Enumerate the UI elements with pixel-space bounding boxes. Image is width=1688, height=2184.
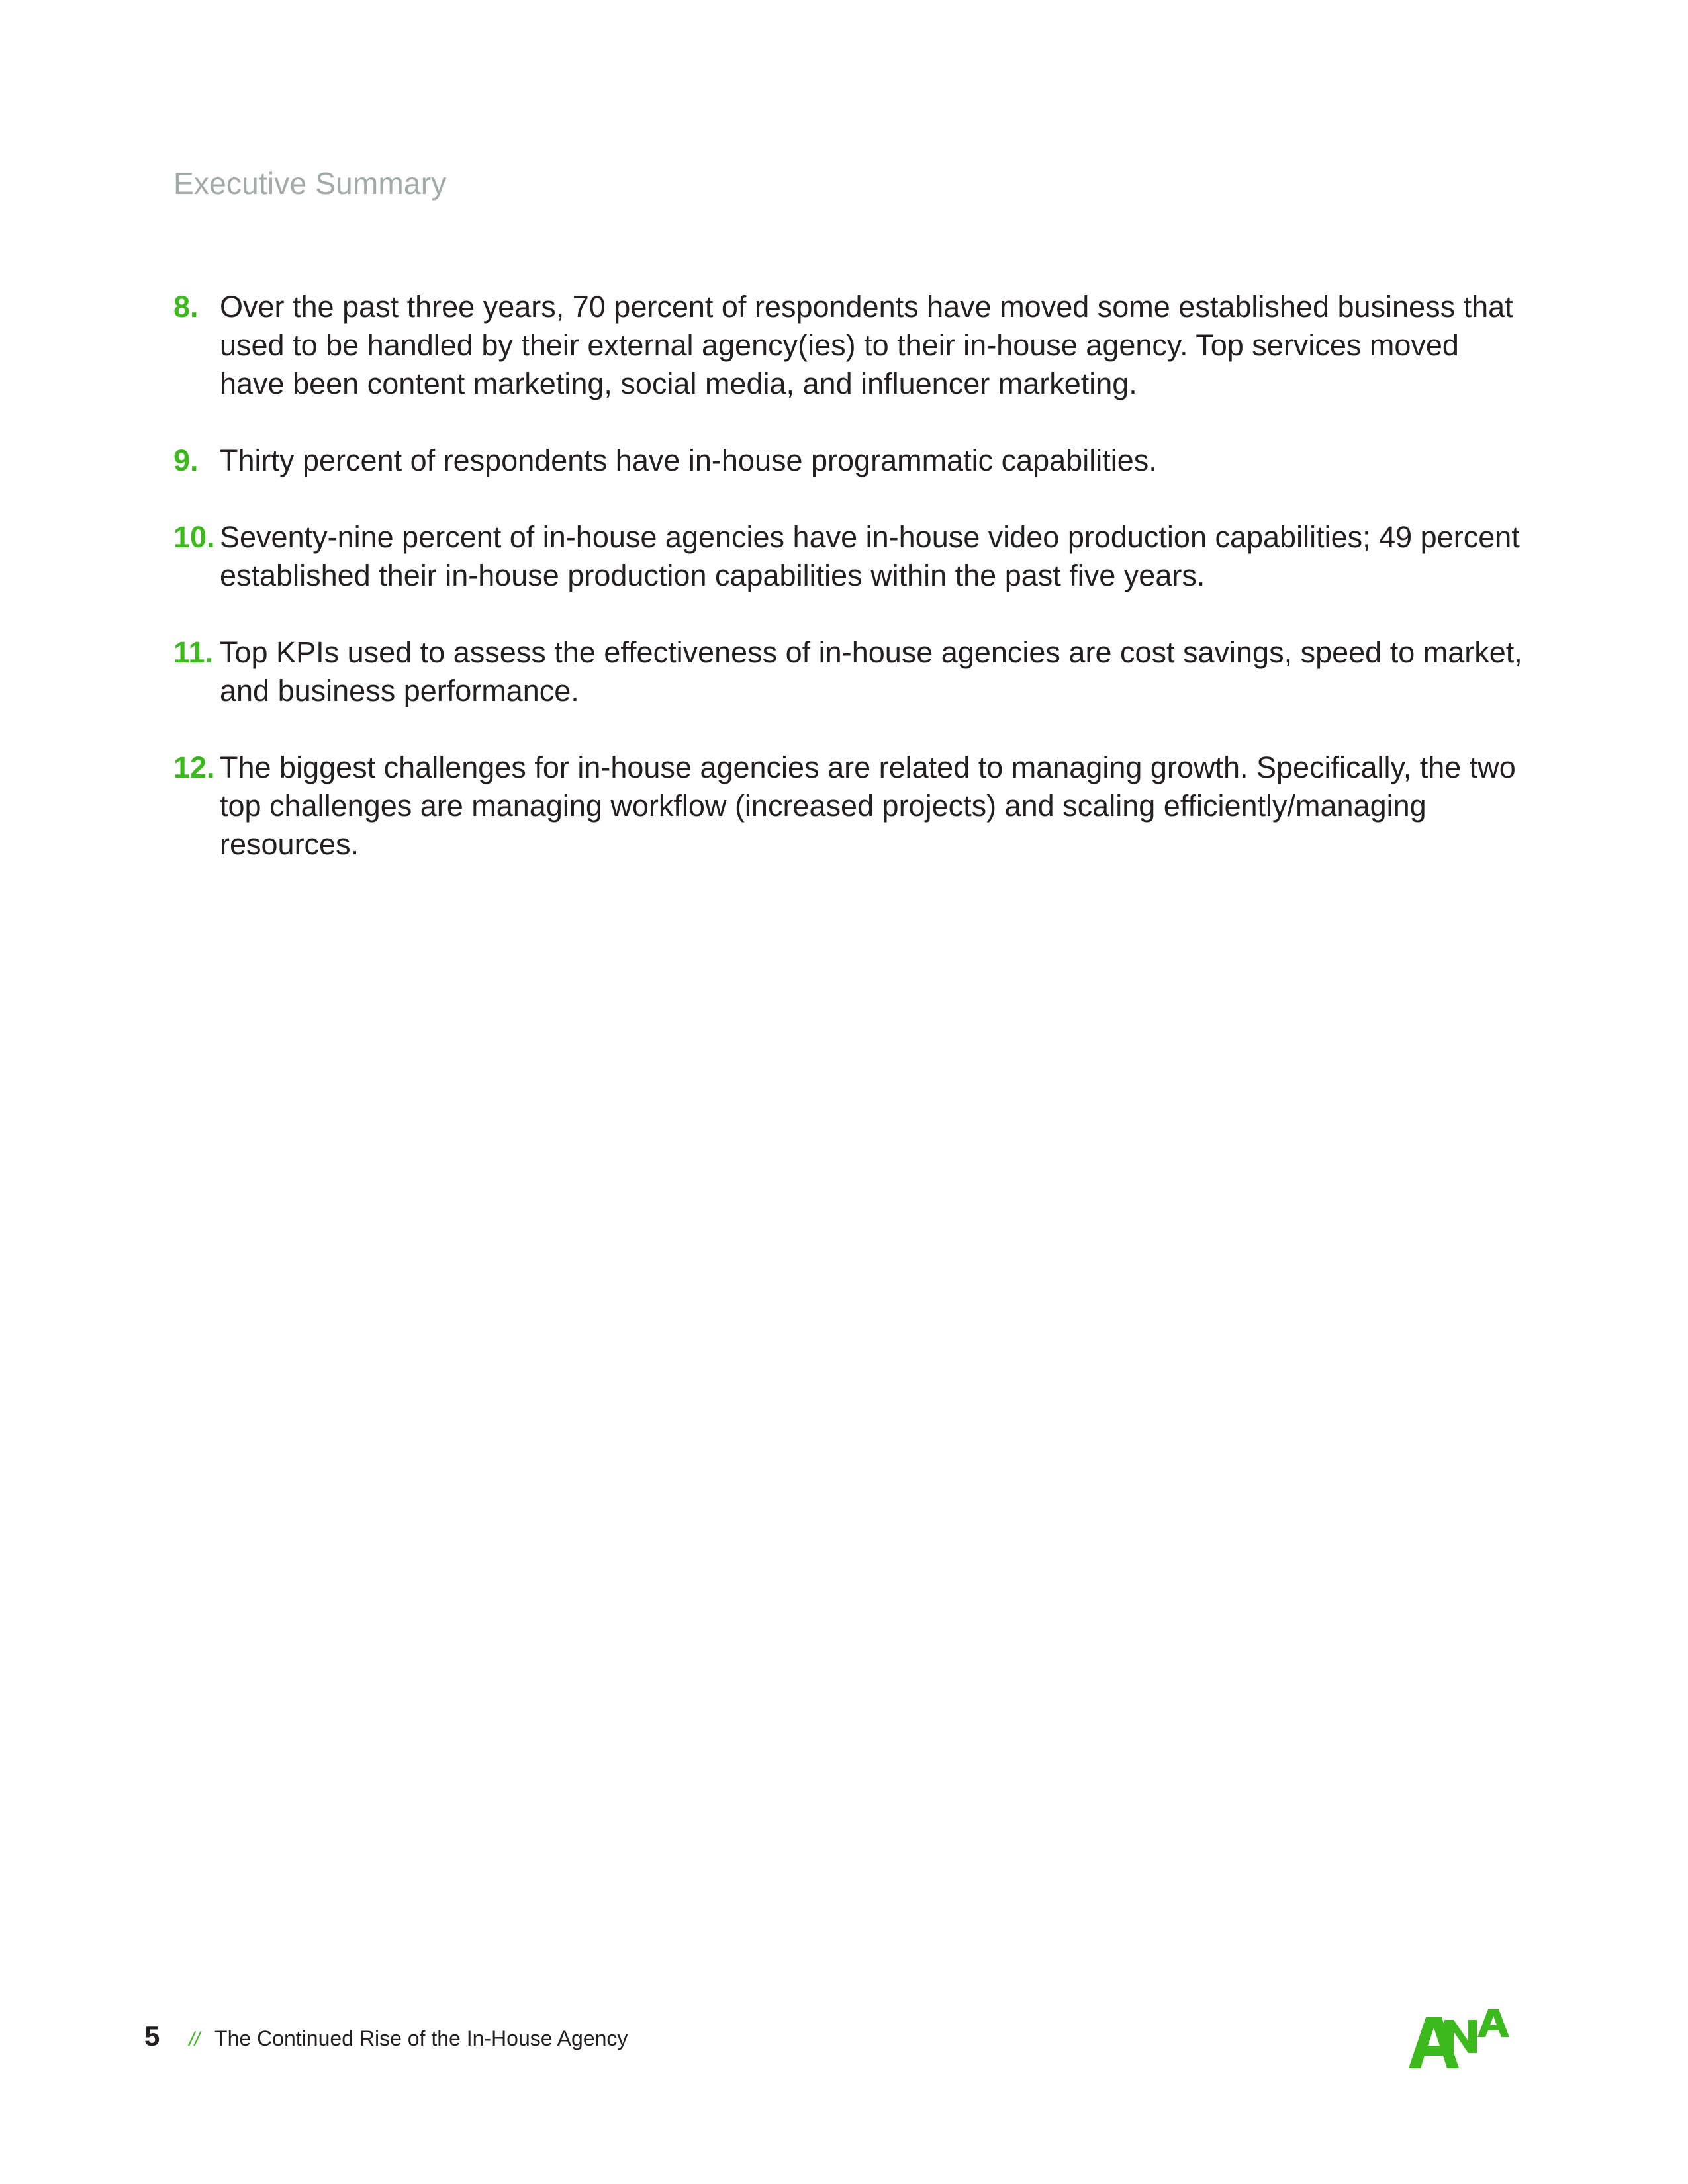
finding-item-12 [173,749,1524,864]
finding-text: The biggest challenges for in-house agencies are related to managing growth. Specifically, the two top challenges are managing workflow (increased projects) and scaling efficiently/managing resources. [220,751,1516,861]
finding-number: 11. [173,635,214,669]
page-number: 5 [144,2021,160,2052]
finding-number: 9. [173,443,199,477]
finding-number: 8. [173,290,199,324]
finding-text: Over the past three years, 70 percent of respondents have moved some established business that used to be handled by their external agency(ies) to their in-house agency. Top services moved have been content marketing, social media, and influencer marketing. [220,290,1513,400]
finding-item-10 [173,518,1524,595]
finding-item-8 [173,288,1524,403]
finding-item-9 [173,441,1524,480]
finding-item-11 [173,633,1524,710]
ana-logo [1409,2005,1515,2071]
finding-number: 12. [173,751,215,784]
finding-text: Seventy-nine percent of in-house agencies have in-house video production capabilities; 49 percent established their in-house production capabilities within the past five years. [220,520,1520,592]
footer-document-title: The Continued Rise of the In-House Agency [214,2026,628,2050]
finding-text: Thirty percent of respondents have in-house programmatic capabilities. [220,443,1157,477]
findings-list [173,288,1524,902]
footer-separator: // [189,2028,201,2050]
finding-number: 10. [173,520,215,554]
finding-text: Top KPIs used to assess the effectiveness of in-house agencies are cost savings, speed to market, and business performance. [220,635,1523,707]
page-footer [144,2021,628,2054]
section-title: Executive Summary [173,166,447,201]
